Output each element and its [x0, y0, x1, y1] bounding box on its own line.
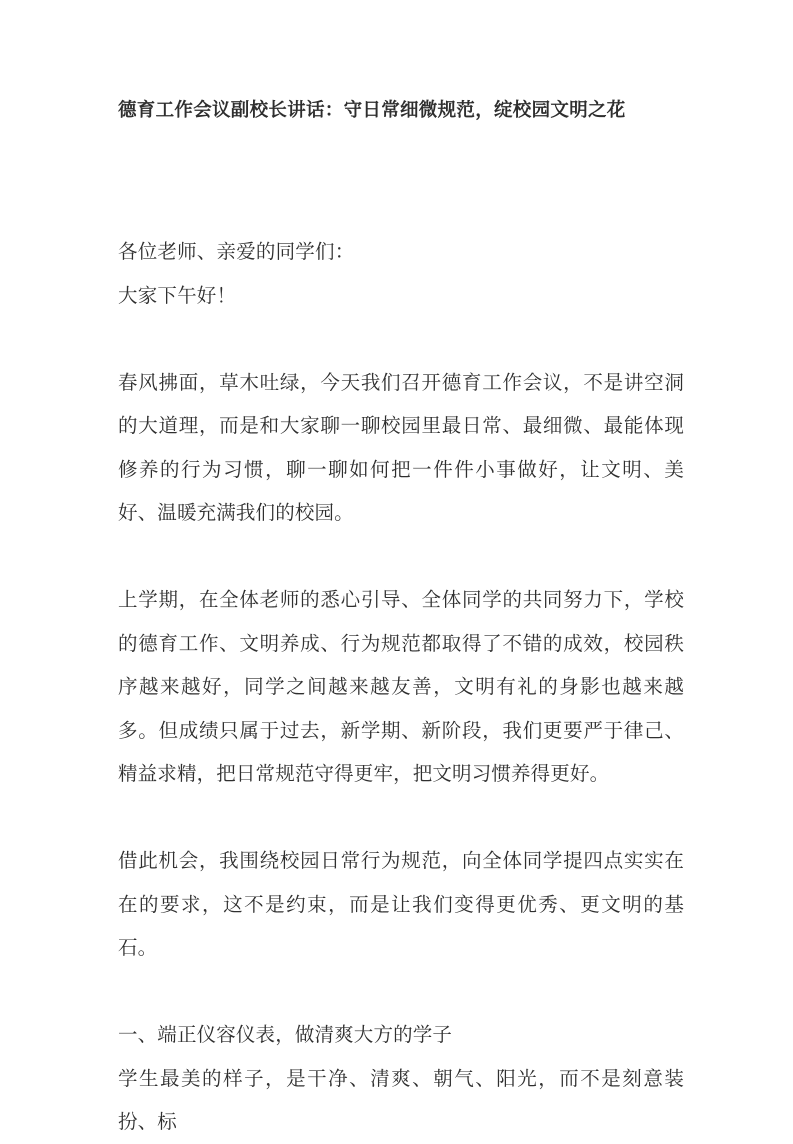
body-paragraph-1: 春风拂面，草木吐绿，今天我们召开德育工作会议，不是讲空洞的大道理，而是和大家聊一聊校园里最日常、最细微、最能体现修养的行为习惯，聊一聊如何把一件件小事做好，让文明、美好、温暖充满我们的校园。	[118, 370, 684, 524]
paragraph-gap	[118, 796, 684, 840]
salutation-line-teachers-students: 各位老师、亲爱的同学们：	[118, 240, 355, 263]
body-paragraph-3: 借此机会，我围绕校园日常行为规范，向全体同学提四点实实在在的要求，这不是约束，而是让我们变得更优秀、更文明的基石。	[118, 849, 684, 959]
paragraph-gap	[118, 970, 684, 1014]
document-title: 德育工作会议副校长讲话：守日常细微规范，绽校园文明之花	[118, 100, 626, 121]
title-spacer	[118, 126, 684, 230]
document-body	[118, 96, 684, 1144]
paragraph-gap	[118, 317, 684, 361]
section-paragraph-1: 学生最美的样子，是干净、清爽、朝气、阳光，而不是刻意装扮、标	[118, 1066, 684, 1133]
section-heading-1: 一、端正仪容仪表，做清爽大方的学子	[118, 1023, 453, 1046]
body-paragraph-2: 上学期，在全体老师的悉心引导、全体同学的共同努力下，学校的德育工作、文明养成、行为规范都取得了不错的成效，校园秩序越来越好，同学之间越来越友善，文明有礼的身影也越来越多。但成绩只属于过去，新学期、新阶段，我们更要严于律己、精益求精，把日常规范守得更牢，把文明习惯养得更好。	[118, 588, 684, 785]
salutation-line-greeting: 大家下午好！	[118, 283, 237, 307]
paragraph-gap	[118, 535, 684, 579]
